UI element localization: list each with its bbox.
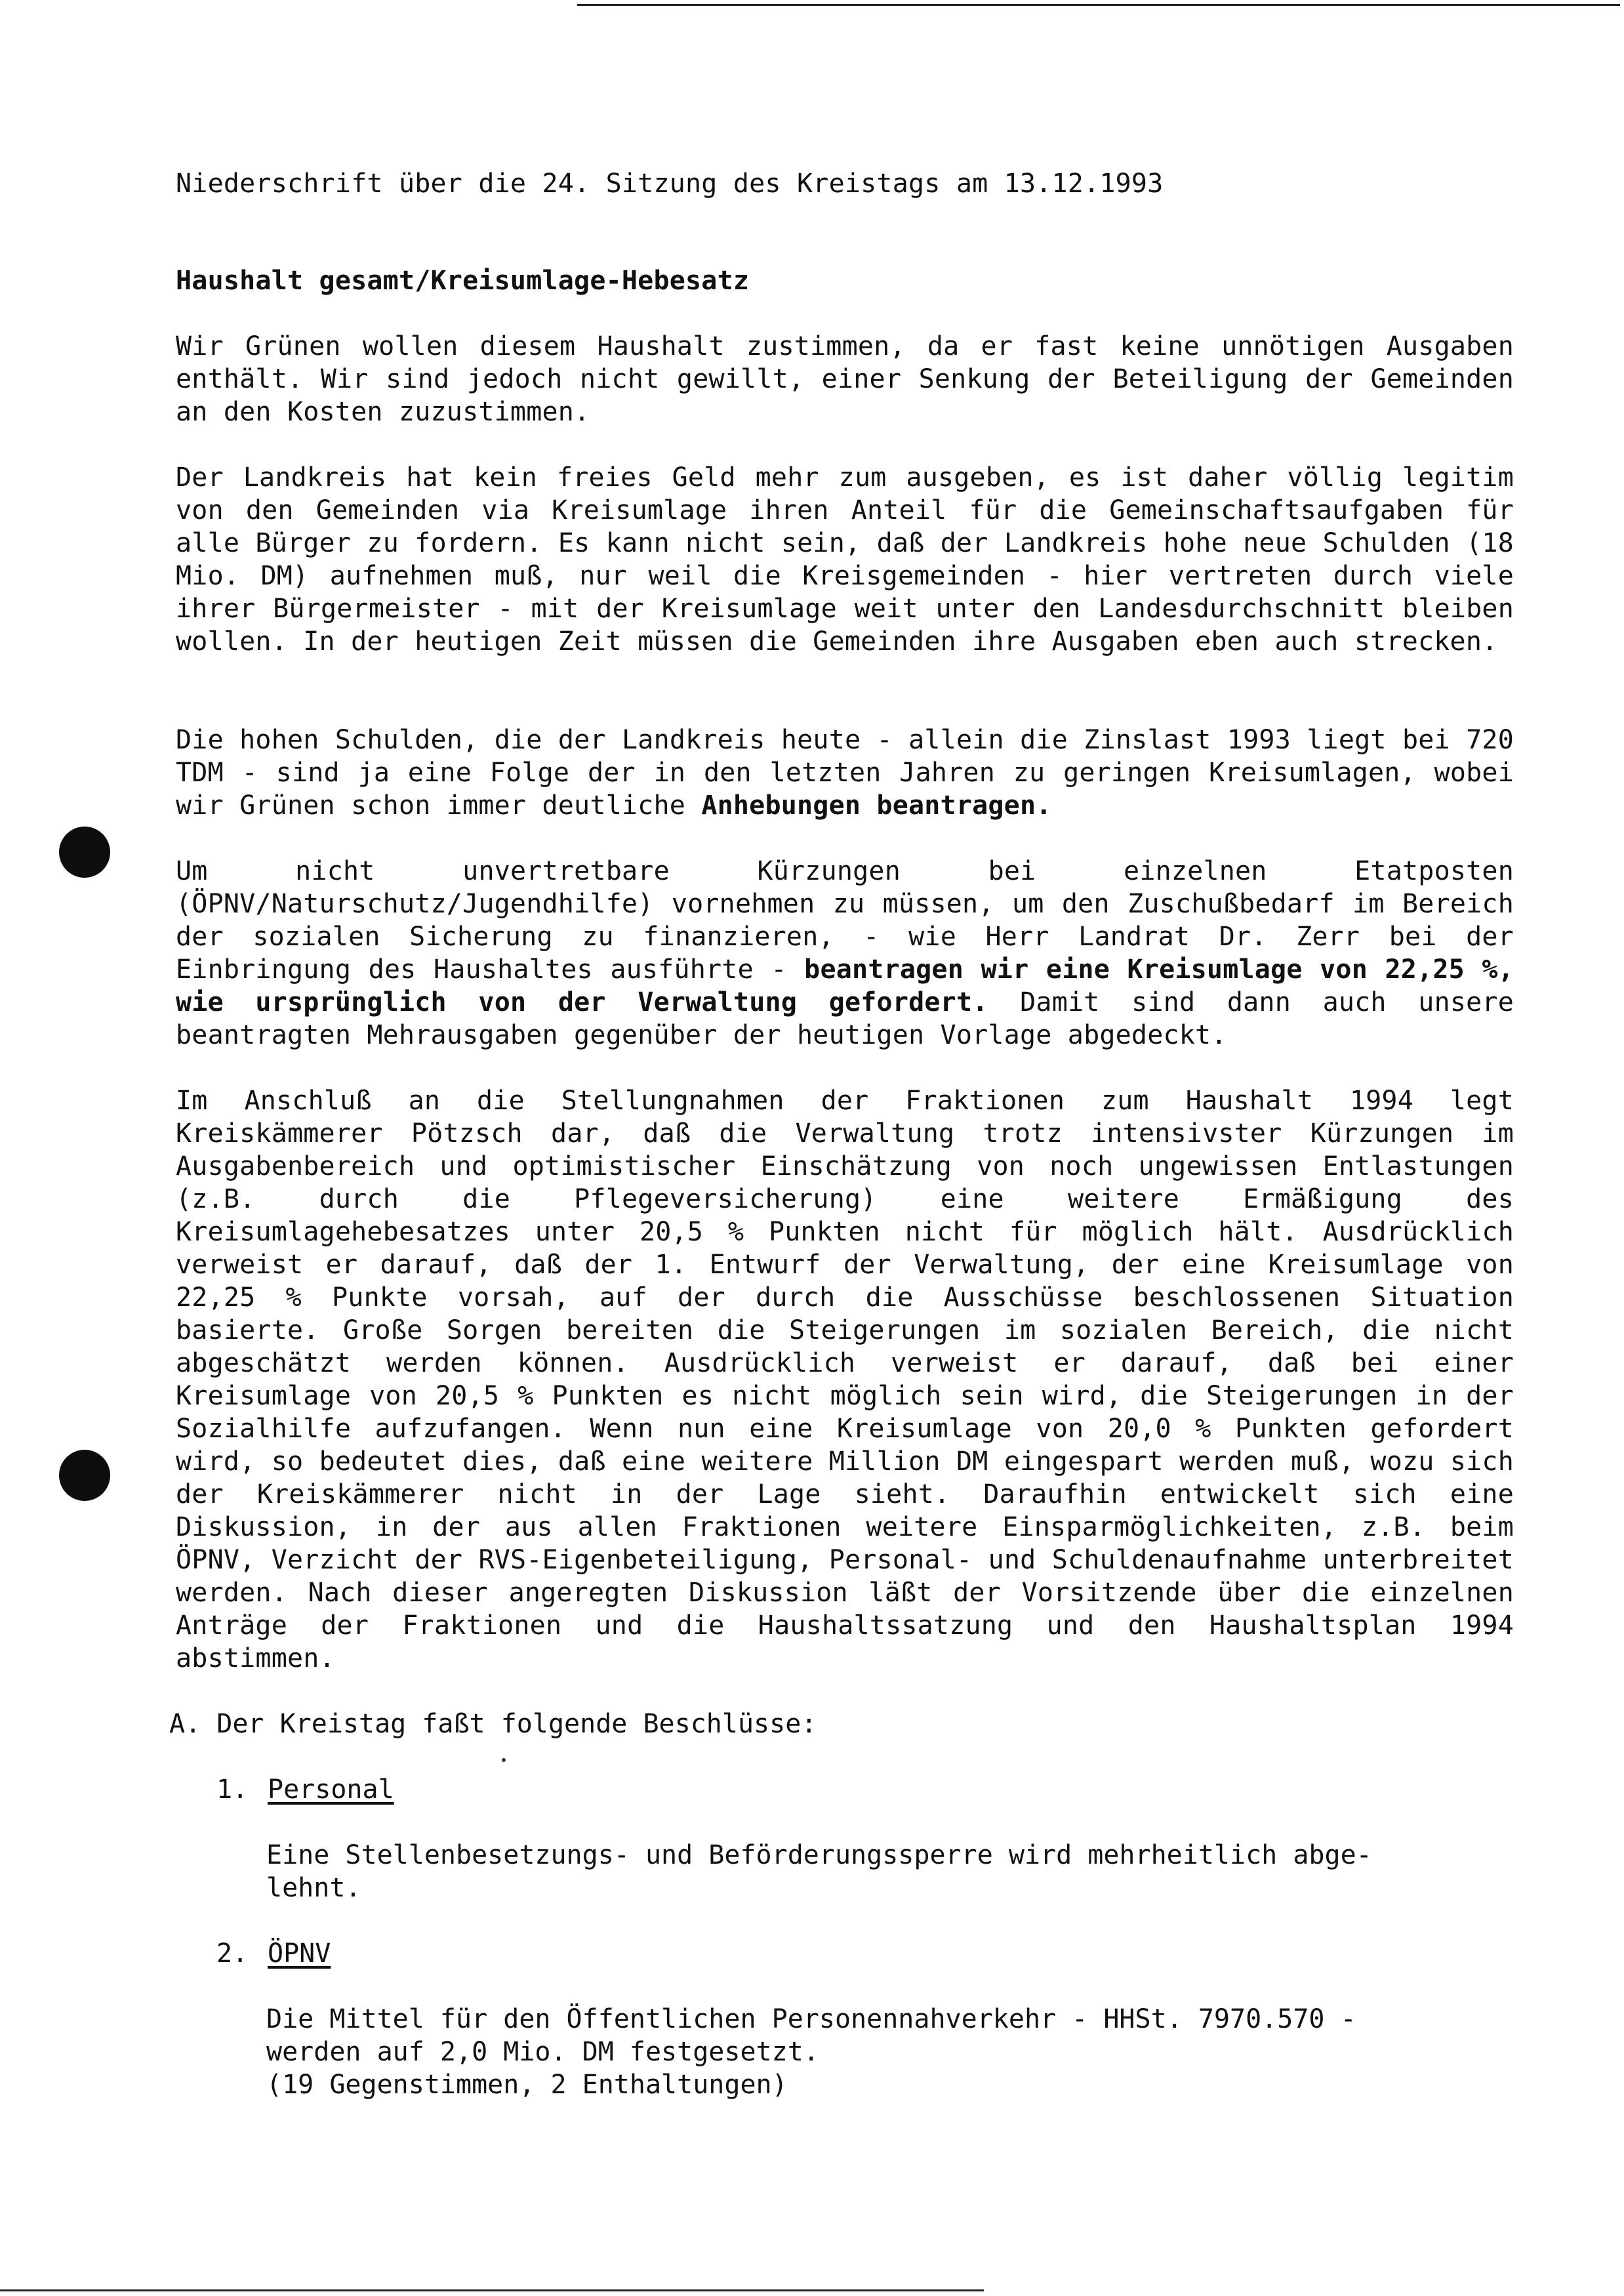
resolution-item-2-line-3: (19 Gegenstimmen, 2 Enthaltungen) [266,2070,788,2100]
paragraph-1: Wir Grünen wollen diesem Haushalt zustimmen, da er fast keine unnötigen Ausgaben enthält. Wir sind jedoch nicht gewillt, einer Senkung der Beteiligung der Gemeinden an den Kosten zuzustimmen. [176,331,1514,427]
resolutions-heading: A. Der Kreistag faßt folgende Beschlüsse: [169,1709,817,1739]
resolution-item-2-line-1: Die Mittel für den Öffentlichen Personennahverkehr - HHSt. 7970.570 - [266,2004,1356,2034]
top-border-line [577,4,1620,6]
resolution-item-2-line-2: werden auf 2,0 Mio. DM festgesetzt. [266,2037,819,2067]
resolution-item-1-body [266,1839,1447,1904]
resolution-item-2-heading [216,1937,331,1970]
paragraph-2: Der Landkreis hat kein freies Geld mehr zum ausgeben, es ist daher völlig legitim von den Gemeinden via Kreisumlage ihren Anteil für die Gemeinschaftsaufgaben für alle Bürger zu fordern. Es kann nicht sein, daß der Landkreis hohe neue Schulden (18 Mio. DM) aufnehmen muß, nur weil die Kreisgemeinden - hier vertreten durch viele ihrer Bürgermeister - mit der Kreisumlage weit unter den Landesdurchschnitt bleiben wollen. In der heutigen Zeit müssen die Gemeinden ihre Ausgaben eben auch strecken. [176,462,1514,657]
resolution-item-1-number: 1. [216,1774,249,1805]
resolution-item-1-heading [216,1773,394,1806]
paragraph-3-bold: Anhebungen beantragen. [701,790,1052,821]
bottom-border-line [0,2289,984,2291]
paragraph-4 [176,855,1514,1052]
stray-dot [502,1758,506,1762]
paragraph-4-tail: Damit sind dann auch unsere beantragten Mehrausgaben gegenüber der heutigen Vorlage abgedeckt. [176,987,1514,1050]
punch-hole-bottom [59,1450,110,1501]
resolution-item-1-line-1: Eine Stellenbesetzungs- und Beförderungssperre wird mehrheitlich abge- [266,1840,1372,1870]
document-header: Niederschrift über die 24. Sitzung des Kreistags am 13.12.1993 [176,169,1164,199]
paragraph-5: Im Anschluß an die Stellungnahmen der Fraktionen zum Haushalt 1994 legt Kreiskämmerer Pötzsch dar, daß die Verwaltung trotz intensivster Kürzungen im Ausgabenbereich und optimistischer Einschätzung von noch ungewissen Entlastungen (z.B. durch die Pflegeversicherung) eine weitere Ermäßigung des Kreisumlagehebesatzes unter 20,5 % Punkten nicht für möglich hält. Ausdrücklich verweist er darauf, daß der 1. Entwurf der Verwaltung, der eine Kreisumlage von 22,25 % Punkte vorsah, auf der durch die Ausschüsse beschlossenen Situation basierte. Große Sorgen bereiten die Steigerungen im sozialen Bereich, die nicht abgeschätzt werden können. Ausdrücklich verweist er darauf, daß bei einer Kreisumlage von 20,5 % Punkten es nicht möglich sein wird, die Steigerungen in der Sozialhilfe aufzufangen. Wenn nun eine Kreisumlage von 20,0 % Punkten gefordert wird, so bedeutet dies, daß eine weitere Million DM eingespart werden muß, wozu sich der Kreiskämmerer nicht in der Lage sieht. Daraufhin entwickelt sich eine Diskussion, in der aus allen Fraktionen weitere Einsparmöglichkeiten, z.B. beim ÖPNV, Verzicht der RVS-Eigenbeteiligung, Personal- und Schuldenaufnahme unterbreitet werden. Nach dieser angeregten Diskussion läßt der Vorsitzende über die einzelnen Anträge der Fraktionen und die Haushaltssatzung und den Haushaltsplan 1994 abstimmen. [176,1086,1514,1673]
resolution-item-1-label: Personal [268,1774,394,1805]
paragraph-3-text: Die hohen Schulden, die der Landkreis heute - allein die Zinslast 1993 liegt bei 720 TDM - sind ja eine Folge der in den letzten Jahren zu geringen Kreisumlagen, wobei wir Grünen schon immer deutliche [176,725,1514,821]
section-title: Haushalt gesamt/Kreisumlage-Hebesatz [176,266,750,296]
paragraph-3 [176,724,1514,822]
paragraph-4-text: Um nicht unvertretbare Kürzungen bei einzelnen Etatposten (ÖPNV/Naturschutz/Jugendhilfe) vornehmen zu müssen, um den Zuschußbedarf im Bereich der sozialen Sicherung zu finanzieren, - wie Herr Landrat Dr. Zerr bei der Einbringung des Haushaltes ausführte - [176,856,1514,985]
resolution-item-2-body [266,2003,1447,2101]
resolution-item-1-line-2: lehnt. [266,1873,361,1903]
resolution-item-2-number: 2. [216,1938,249,1969]
paragraph-4-bold: beantragen wir eine Kreisumlage von 22,25 %, wie ursprünglich von der Verwaltung gefordert. [176,954,1514,1017]
resolution-item-2-label: ÖPNV [268,1938,331,1969]
punch-hole-top [59,827,110,878]
